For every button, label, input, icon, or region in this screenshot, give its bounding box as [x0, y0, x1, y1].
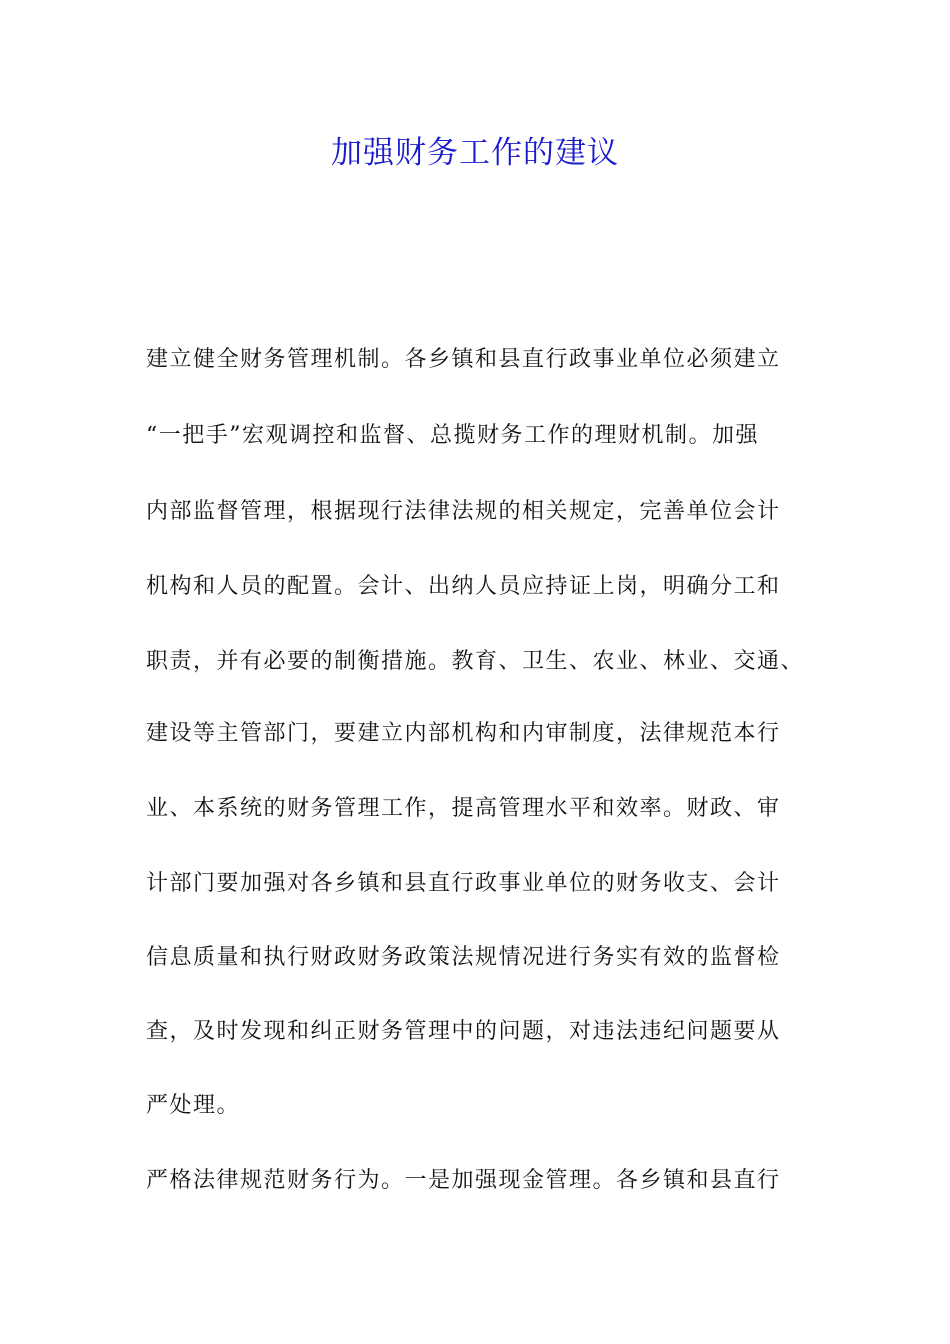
text-line: 业、本系统的财务管理工作，提高管理水平和效率。财政、审 [146, 796, 781, 821]
text-line: 严格法律规范财务行为。一是加强现金管理。各乡镇和县直行 [146, 1168, 781, 1193]
text-line: 内部监督管理，根据现行法律法规的相关规定，完善单位会计 [146, 499, 781, 524]
text-line: 计部门要加强对各乡镇和县直行政事业单位的财务收支、会计 [146, 871, 781, 896]
text-line: 机构和人员的配置。会计、出纳人员应持证上岗，明确分工和 [146, 574, 781, 599]
text-line: 查，及时发现和纠正财务管理中的问题，对违法违纪问题要从 [146, 1019, 781, 1044]
text-line: 建设等主管部门，要建立内部机构和内审制度，法律规范本行 [146, 721, 781, 746]
text-line: 职责，并有必要的制衡措施。教育、卫生、农业、林业、交通、 [146, 649, 805, 674]
text-line: 严处理。 [146, 1093, 241, 1118]
document-title: 加强财务工作的建议 [331, 135, 619, 171]
text-line: 建立健全财务管理机制。各乡镇和县直行政事业单位必须建立 [146, 347, 781, 372]
text-line: 信息质量和执行财政财务政策法规情况进行务实有效的监督检 [146, 945, 781, 970]
text-line: “一把手”宏观调控和监督、总揽财务工作的理财机制。加强 [146, 423, 759, 448]
